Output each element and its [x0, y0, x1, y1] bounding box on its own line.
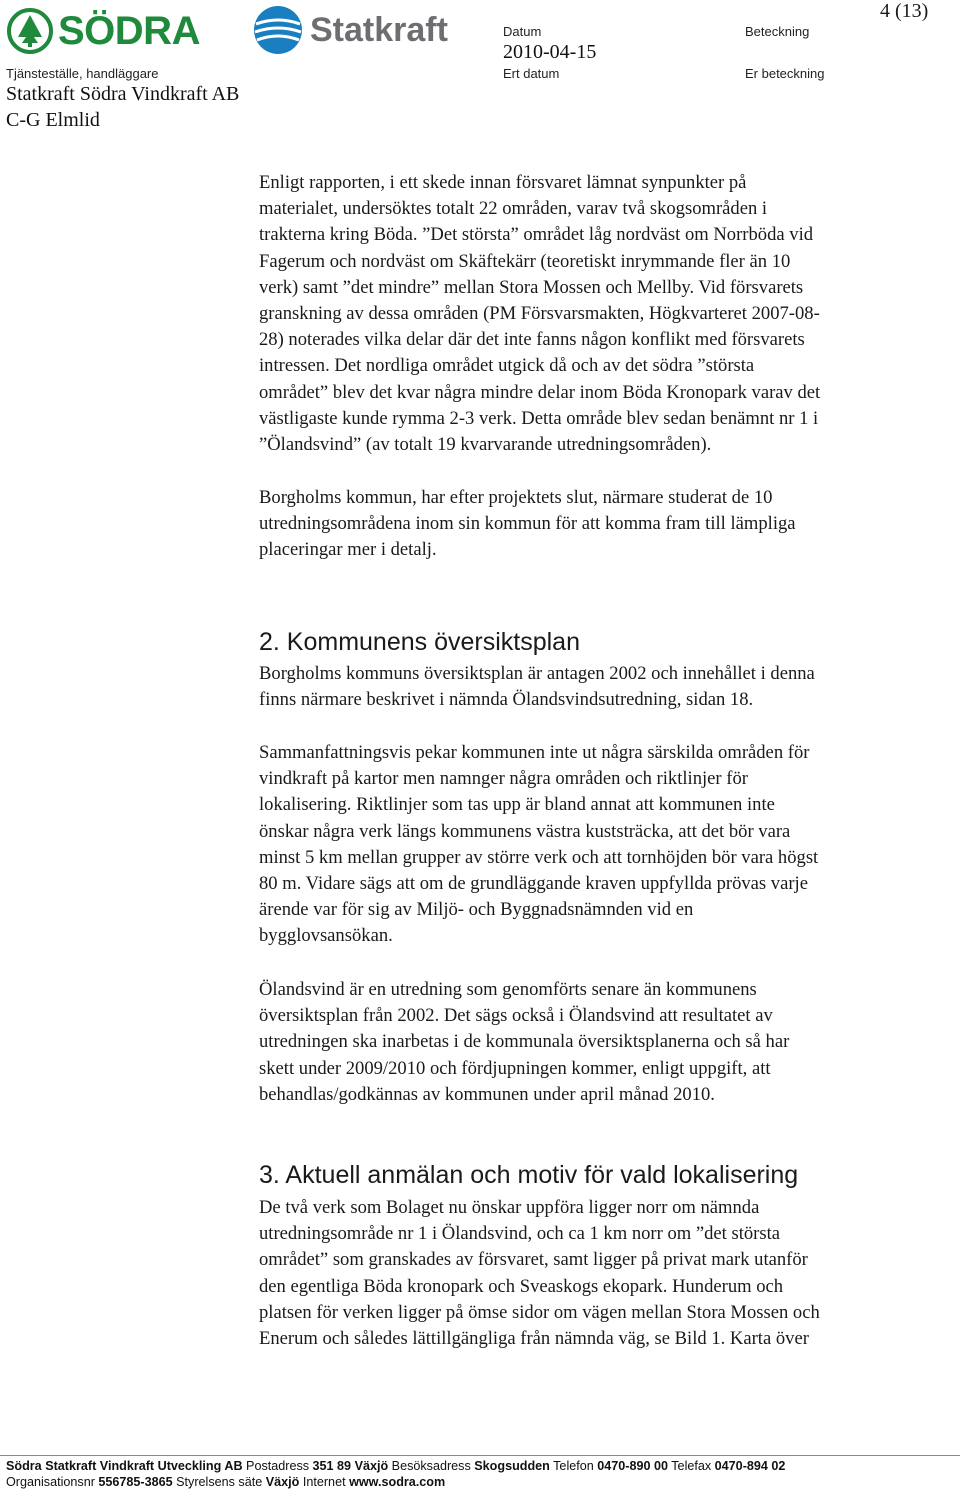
- footer-fax-label: Telefax: [671, 1459, 712, 1473]
- section-heading-2: 2. Kommunens översiktsplan: [259, 628, 580, 656]
- footer-seat-label: Styrelsens säte: [176, 1475, 263, 1489]
- your-date-label: Ert datum: [503, 66, 560, 81]
- text-line: intressen. Det nordliga området utgick då och av det södra ”största: [259, 355, 755, 377]
- footer-visit-value: Skogsudden: [474, 1459, 550, 1473]
- text-line: ”Ölandsvind” (av totalt 19 kvarvarande utredningsområden).: [259, 434, 712, 456]
- text-line: 80 m. Vidare sägs att om de grundläggande kraven uppfyllda prövas varje: [259, 873, 808, 895]
- text-line: bygglovsansökan.: [259, 925, 393, 947]
- page-number: 4 (13): [880, 0, 929, 22]
- footer-phone-value: 0470-890 00: [597, 1459, 668, 1473]
- text-line: skett under 2009/2010 och fördjupningen kommer, enligt uppgift, att: [259, 1057, 771, 1079]
- text-line: utredningen ska inarbetas i de kommunala översiktsplanerna och så har: [259, 1031, 790, 1053]
- statkraft-globe-icon: [252, 4, 304, 56]
- paragraph-3: [259, 661, 954, 713]
- footer-company: Södra Statkraft Vindkraft Utveckling AB: [6, 1459, 243, 1473]
- text-line: utredningsområdena inom sin kommun för att komma fram till lämpliga: [259, 513, 796, 535]
- text-line: trakterna kring Böda. ”Det största” området låg nordväst om Norrböda vid: [259, 224, 814, 246]
- text-line: placeringar mer i detalj.: [259, 539, 437, 561]
- text-line: Borgholms kommuns översiktsplan är antagen 2002 och innehållet i denna: [259, 663, 815, 684]
- footer-divider: [0, 1455, 960, 1456]
- text-line: finns närmare beskrivet i nämnda Ölandsvindsutredning, sidan 18.: [259, 689, 754, 711]
- text-line: Fagerum och nordväst om Skäftekärr (teoretiskt inrymmande fler än 10: [259, 250, 791, 272]
- paragraph-6: [259, 1195, 954, 1352]
- section-heading-3: 3. Aktuell anmälan och motiv för vald lokalisering: [259, 1161, 799, 1189]
- paragraph-1: [259, 170, 954, 458]
- your-reference-label: Er beteckning: [745, 66, 825, 81]
- footer-org-label: Organisationsnr: [6, 1475, 95, 1489]
- text-line: Borgholms kommun, har efter projektets slut, närmare studerat de 10: [259, 487, 773, 508]
- sodra-logo-text: SÖDRA: [58, 9, 200, 53]
- paragraph-2: [259, 485, 954, 564]
- text-line: utredningsområde nr 1 i Ölandsvind, och ca 1 km norr om ”det största: [259, 1223, 781, 1245]
- footer-postal-label: Postadress: [246, 1459, 310, 1473]
- footer-web-label: Internet: [302, 1475, 346, 1489]
- office-label: Tjänsteställe, handläggare: [6, 66, 159, 81]
- text-line: vindkraft på kartor men namnger några områden och riktlinjer för: [259, 768, 748, 790]
- text-line: materialet, undersöktes totalt 22 områden, varav två skogsområden i: [259, 198, 768, 220]
- footer-line-2: [6, 1475, 445, 1489]
- date-label: Datum: [503, 24, 542, 39]
- paragraph-4: [259, 740, 954, 950]
- text-line: översiktsplan från 2002. Det sägs också i Ölandsvind att resultatet av: [259, 1005, 773, 1027]
- date-value: 2010-04-15: [503, 41, 597, 63]
- text-line: lokalisering. Riktlinjer som tas upp är bland annat att kommunen inte: [259, 794, 775, 816]
- text-line: 28) noterades vilka delar där det inte fanns någon konflikt med försvarets: [259, 329, 805, 351]
- footer-postal-value: 351 89 Växjö: [312, 1459, 389, 1473]
- statkraft-logo: [252, 4, 448, 56]
- statkraft-logo-text: Statkraft: [310, 11, 448, 49]
- text-line: granskning av dessa områden (PM Försvarsmakten, Högkvarteret 2007-08-: [259, 303, 820, 325]
- footer-phone-label: Telefon: [553, 1459, 594, 1473]
- footer-fax-value: 0470-894 02: [714, 1459, 786, 1473]
- handler-name: C-G Elmlid: [6, 109, 100, 131]
- footer-org-value: 556785-3865: [98, 1475, 173, 1489]
- sodra-tree-icon: [6, 7, 54, 55]
- text-line: området” som granskades av försvaret, samt ligger på privat mark utanför: [259, 1249, 808, 1271]
- sodra-logo: [6, 6, 200, 56]
- company-name: Statkraft Södra Vindkraft AB: [6, 83, 240, 105]
- text-line: behandlas/godkännas av kommunen under april månad 2010.: [259, 1083, 715, 1105]
- text-line: platsen för verken ligger på ömse sidor om vägen mellan Stora Mossen och: [259, 1301, 820, 1323]
- footer-visit-label: Besöksadress: [391, 1459, 471, 1473]
- footer-seat-value: Växjö: [265, 1475, 300, 1489]
- reference-label: Beteckning: [745, 24, 810, 39]
- text-line: De två verk som Bolaget nu önskar uppföra ligger norr om nämnda: [259, 1197, 760, 1218]
- text-line: minst 5 km mellan grupper av större verk och att tornhöjden bör vara högst: [259, 846, 819, 868]
- text-line: området” blev det kvar några mindre delar inom Böda Kronopark varav det: [259, 381, 821, 403]
- text-line: verk) samt ”det mindre” mellan Stora Mossen och Mellby. Vid försvarets: [259, 276, 804, 298]
- text-line: västligaste kunde rymma 2-3 verk. Detta område blev sedan benämnt nr 1 i: [259, 407, 819, 429]
- text-line: den egentliga Böda kronopark och Sveaskogs ekopark. Hunderum och: [259, 1275, 784, 1297]
- footer-line-1: [6, 1459, 785, 1473]
- text-line: önskar några verk längs kommunens västra kuststräcka, att det bör vara: [259, 820, 791, 842]
- text-line: Enerum och således lättillgängliga från nämnda väg, se Bild 1. Karta över: [259, 1328, 809, 1350]
- text-line: Enligt rapporten, i ett skede innan försvaret lämnat synpunkter på: [259, 172, 747, 193]
- paragraph-5: [259, 977, 954, 1108]
- footer-web-link[interactable]: www.sodra.com: [349, 1475, 446, 1489]
- text-line: Ölandsvind är en utredning som genomförts senare än kommunens: [259, 979, 757, 1000]
- text-line: Sammanfattningsvis pekar kommunen inte ut några särskilda områden för: [259, 742, 810, 763]
- text-line: ärende var för sig av Miljö- och Byggnadsnämnden vid en: [259, 899, 694, 921]
